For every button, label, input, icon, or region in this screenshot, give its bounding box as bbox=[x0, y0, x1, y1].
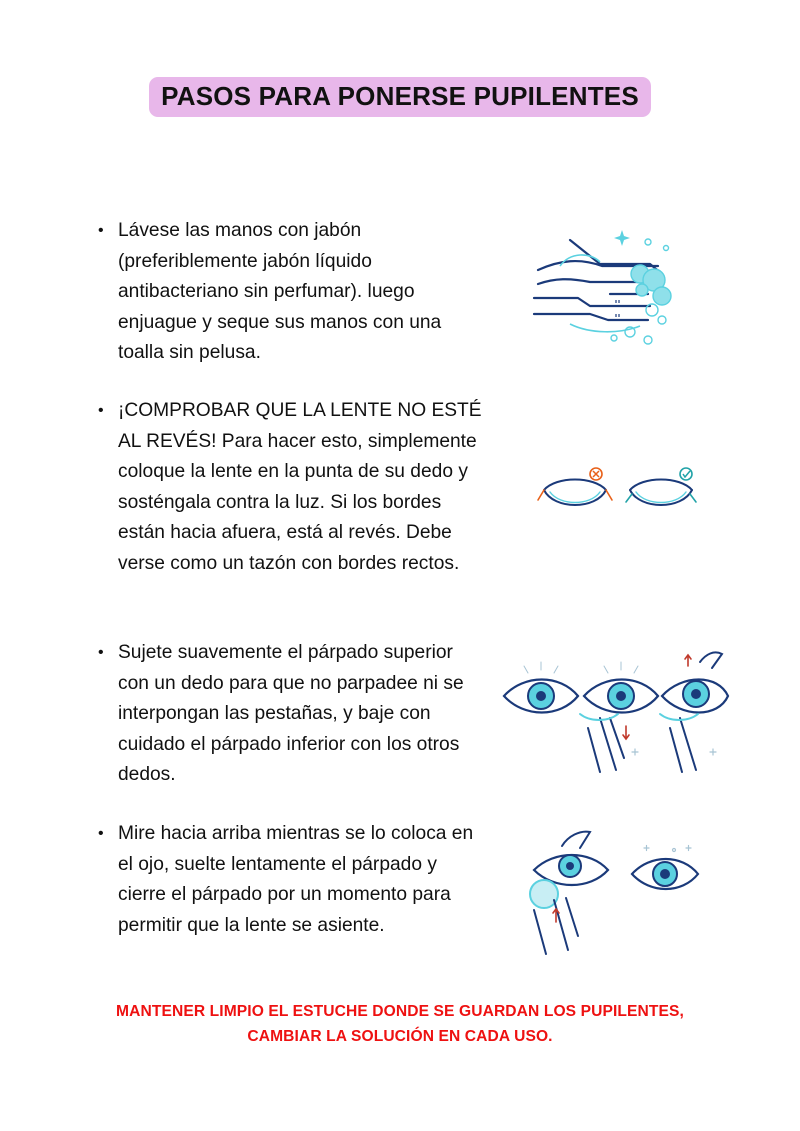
bullet: • bbox=[98, 644, 104, 661]
hand-washing-icon bbox=[530, 222, 690, 352]
step-2-text: ¡COMPROBAR QUE LA LENTE NO ESTÉ AL REVÉS! Para hacer esto, simplemente coloque la lente en la punta de su dedo y sosténgala contra la luz. Si los bordes están hacia afuera, está al revés. Debe verse como un tazón con bordes rectos. bbox=[118, 400, 482, 574]
step-4-text: Mire hacia arriba mientras se lo coloca en el ojo, suelte lentamente el párpado y cierre el párpado por un momento para permitir que la lente se asiente. bbox=[118, 823, 474, 936]
note-line-2: CAMBIAR LA SOLUCIÓN EN CADA USO. bbox=[247, 1027, 553, 1045]
step-1 bbox=[98, 216, 483, 369]
check-icon bbox=[680, 468, 692, 480]
step-2 bbox=[98, 396, 483, 580]
step-3-text: Sujete suavemente el párpado superior con un dedo para que no parpadee ni se interpongan las pestañas, y baje con cuidado el párpado inferior con los otros dedos. bbox=[118, 642, 464, 786]
note-line-1: MANTENER LIMPIO EL ESTUCHE DONDE SE GUARDAN LOS PUPILENTES, bbox=[116, 1003, 684, 1020]
bullet: • bbox=[98, 402, 104, 419]
bullet: • bbox=[98, 825, 104, 842]
bullet: • bbox=[98, 222, 104, 239]
step-4 bbox=[98, 819, 483, 941]
important-note bbox=[0, 1000, 800, 1049]
step-1-text: Lávese las manos con jabón (preferiblemente jabón líquido antibacteriano sin perfumar). luego enjuague y seque sus manos con una toalla sin pelusa. bbox=[118, 220, 442, 364]
lens-insertion-icon bbox=[524, 826, 704, 956]
page-title: PASOS PARA PONERSE PUPILENTES bbox=[149, 77, 651, 117]
step-3 bbox=[98, 638, 483, 791]
lens-orientation-icon bbox=[534, 466, 704, 522]
eyelid-holding-icon bbox=[500, 648, 730, 773]
title-container bbox=[0, 77, 800, 117]
